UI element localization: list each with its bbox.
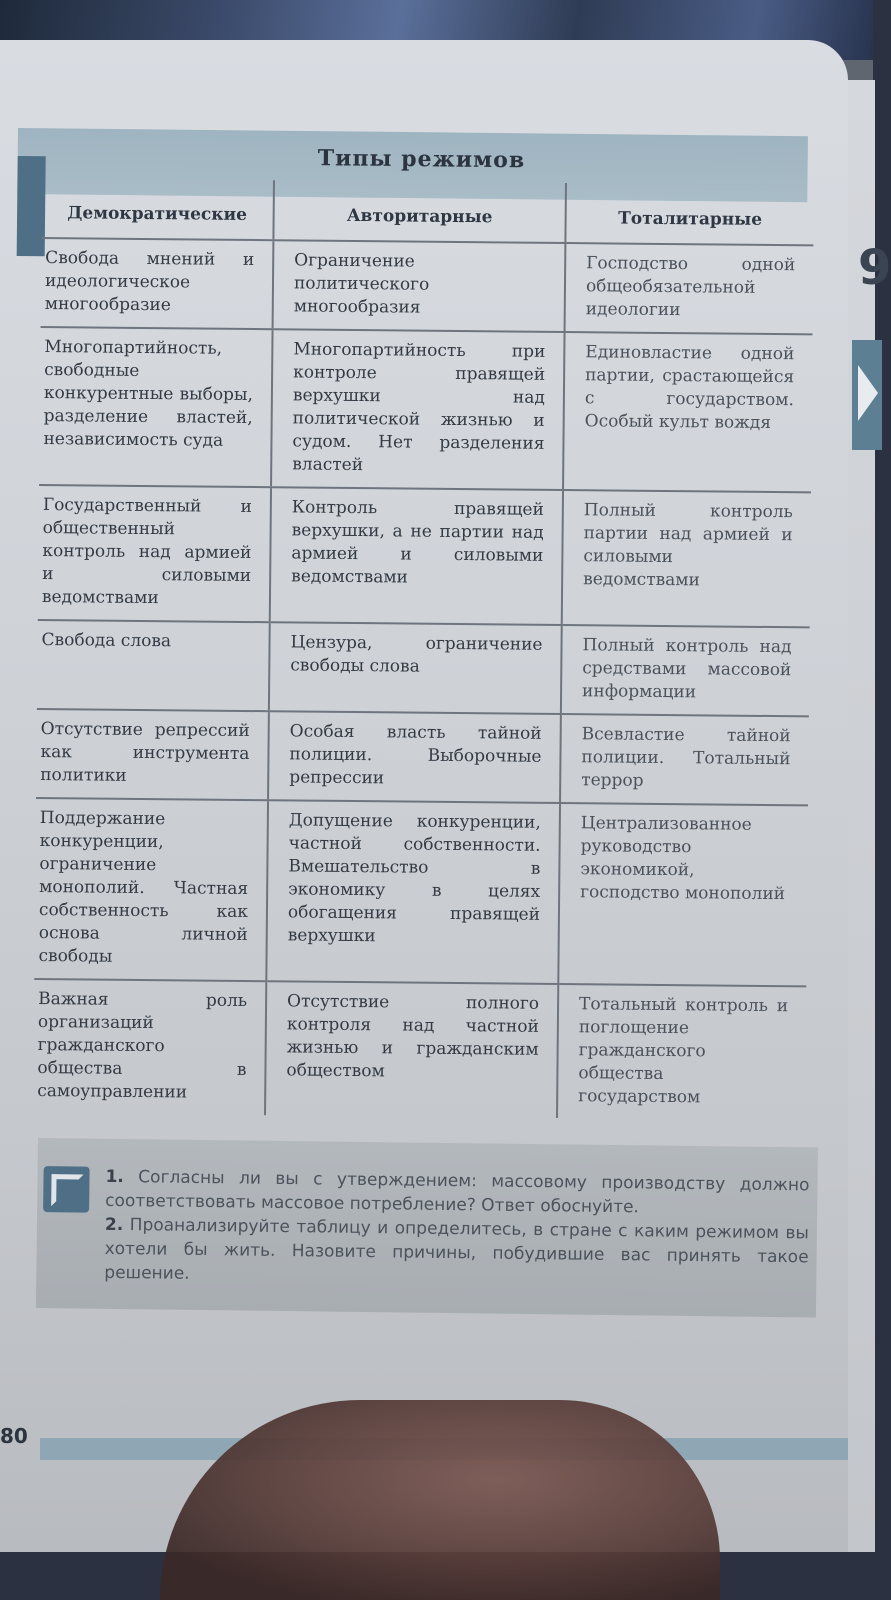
cell-totalitarian: Тотальный контроль и поглощение гражданского общества государством — [557, 984, 806, 1120]
cell-democratic: Свобода мнений и идеологическое многообразие — [41, 238, 274, 329]
regimes-table-wrapper — [33, 178, 814, 1120]
cell-authoritarian: Контроль правящей верхушки, а не партии над армией и силовыми ведомствами — [270, 487, 563, 625]
table-row — [39, 327, 812, 492]
table-row — [41, 238, 814, 334]
next-page-arrow-icon — [858, 365, 878, 421]
cell-totalitarian: Единовластие одной партии, срастающейся с государством. Особый культ вождя — [563, 332, 813, 492]
questions-box — [36, 1138, 818, 1318]
question-item — [105, 1165, 810, 1222]
question-text: Согласны ли вы с утверждением: массовому производству должно соответствовать массовое потребление? Ответ обоснуйте. — [105, 1167, 810, 1218]
cell-totalitarian: Централизованное руководство экономикой, господство монополий — [558, 803, 808, 986]
table-row — [37, 620, 810, 716]
table-row — [33, 979, 806, 1120]
question-item — [104, 1213, 809, 1294]
cell-democratic: Поддержание конкуренции, ограничение монополий. Частная собственность как основа личной свободы — [34, 798, 268, 981]
table-row — [38, 485, 811, 627]
table-row — [34, 798, 808, 986]
cell-authoritarian: Ограничение политического многообразия — [273, 240, 566, 332]
cell-authoritarian: Допущение конкуренции, частной собственности. Вмешательство в экономику в целях обогащения правящей верхушки — [266, 800, 560, 984]
cell-authoritarian: Многопартийность при контроле правящей верхушки над политической жизнью и судом. Нет разделения властей — [271, 329, 565, 490]
header-authoritarian: Авторитарные — [273, 180, 566, 243]
cell-authoritarian: Цензура, ограничение свободы слова — [269, 622, 562, 714]
next-page-number: 9 — [858, 240, 891, 296]
page-number: 80 — [0, 1424, 28, 1448]
regimes-table — [33, 178, 814, 1120]
question-spiral-icon — [43, 1166, 90, 1213]
question-number: 1. — [105, 1166, 124, 1188]
header-democratic: Демократические — [41, 178, 274, 240]
cell-totalitarian: Всевластие тайной полиции. Тотальный террор — [560, 714, 809, 805]
table-header-row — [41, 178, 814, 245]
cell-authoritarian: Отсутствие полного контроля над частной жизнью и гражданским обществом — [265, 981, 558, 1118]
cell-totalitarian: Господство одной общеобязательной идеологии — [565, 243, 814, 334]
cell-totalitarian: Полный контроль партии над армией и силовыми ведомствами — [562, 490, 811, 627]
cell-democratic: Отсутствие репрессий как инструмента политики — [36, 709, 269, 800]
questions-text — [104, 1165, 809, 1294]
cell-authoritarian: Особая власть тайной полиции. Выборочные репрессии — [268, 711, 561, 803]
cell-totalitarian: Полный контроль над средствами массовой информации — [561, 625, 810, 716]
cell-democratic: Свобода слова — [37, 620, 270, 711]
cell-democratic: Важная роль организаций гражданского общества в самоуправлении — [37, 989, 248, 1103]
table-row — [36, 709, 809, 805]
question-number: 2. — [104, 1214, 124, 1236]
question-text: Проанализируйте таблицу и определитесь, в стране с каким режимом вы хотели бы жить. Назовите причины, побудившие вас принять такое решение. — [104, 1215, 810, 1284]
page-title: Типы режимов — [317, 145, 526, 174]
header-totalitarian: Тоталитарные — [565, 183, 814, 245]
cell-democratic: Государственный и общественный контроль над армией и силовыми ведомствами — [38, 485, 271, 622]
cell-democratic: Многопартийность, свободные конкурентные выборы, разделение властей, независимость суда — [39, 327, 273, 487]
